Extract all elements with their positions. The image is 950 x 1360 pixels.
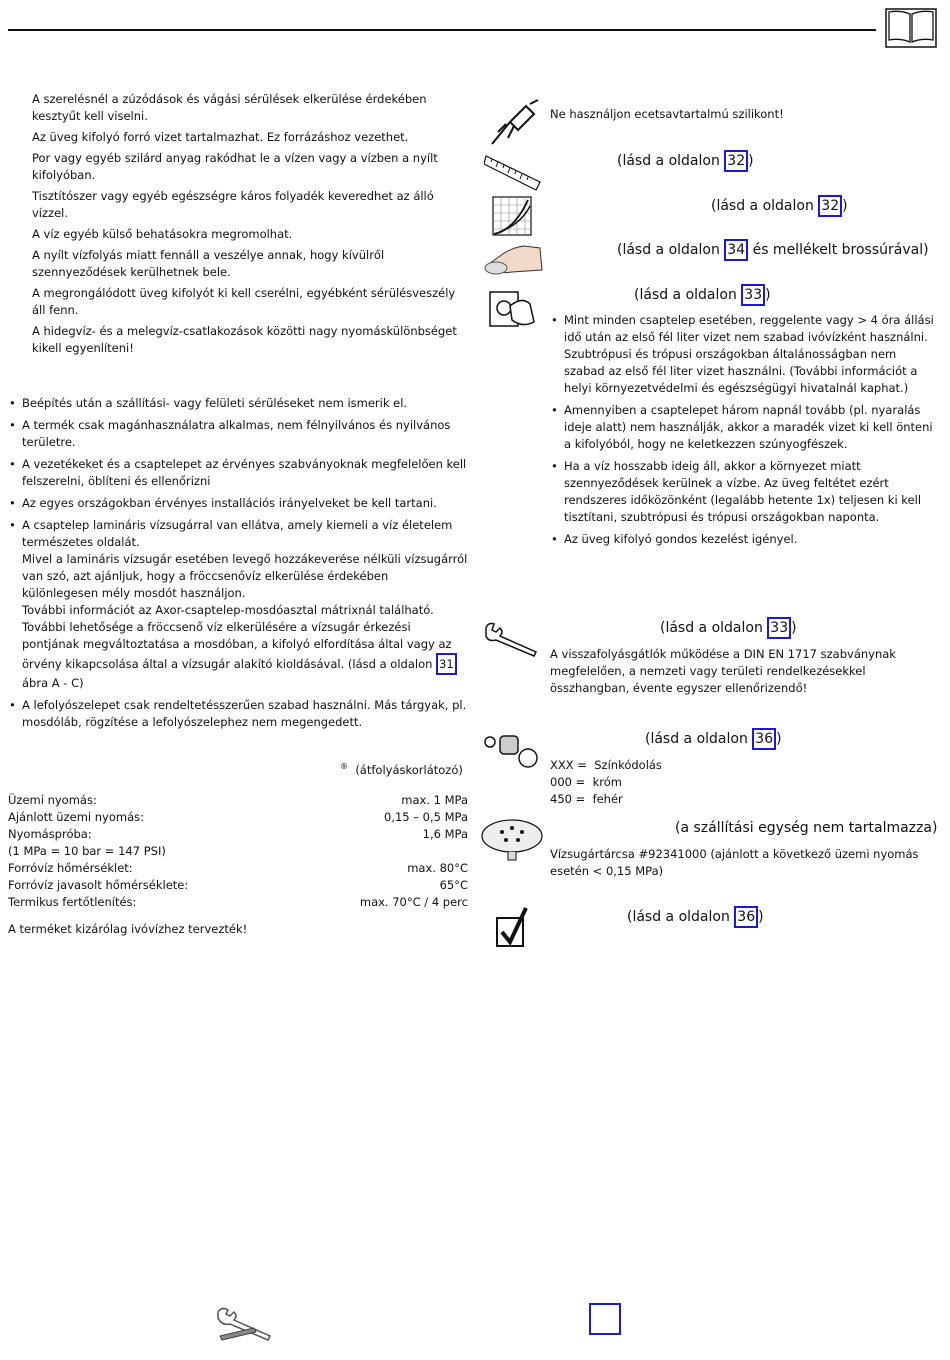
- hygiene-note: • Amennyiben a csaptelepet három napnál tovább (pl. nyaralás ideje alatt) nem használják, akkor a maradék vizet ki kell önteni a kifolyóból, hogy ne keletkezzen szúnyogfészek.: [550, 402, 940, 453]
- safety-note: Az üveg kifolyó forró vizet tartalmazhat. Ez forrázáshoz vezethet.: [32, 130, 409, 144]
- wrench-icon: [482, 620, 540, 658]
- maintenance-ref: (lásd a oldalon 33 ): [660, 617, 797, 639]
- spec-row: Üzemi nyomás: max. 1 MPa: [8, 793, 468, 807]
- laminar-note: • A csaptelep lamináris vízsugárral van ellátva, amely kiemeli a víz életelem természetes oldalát. Mivel a lamináris vízsugár esetében levegő hozzákeverése nélküli vízsugárról van szó, azt ajánljuk, hogy a fröccsenővíz elkerülése érdekében különlegesen mély mosdót használjon. További információt az Axor-csaptelep-mosdóasztal mátrixnál található. További lehetősége a fröccsenő víz elkerülésére a vízsugár érkezési pontjának megváltoztatása a mosdóban, a kifolyó elfordítása által vagy az örvény kikapcsolása által a vízsugár alakító kioldásával. (lásd a oldalon 31 ábra A - C): [8, 517, 468, 692]
- spec-row: Nyomáspróba: 1,6 MPa: [8, 827, 468, 841]
- page-link[interactable]: 36: [752, 728, 776, 750]
- page-link[interactable]: 32: [818, 195, 842, 217]
- safety-note: Tisztítószer vagy egyéb egészségre káros folyadék keveredhet az álló vízzel.: [32, 189, 434, 220]
- spec-table: [8, 792, 468, 911]
- spec-row: (1 MPa = 10 bar = 147 PSI): [8, 844, 166, 858]
- hygiene-notes: [550, 312, 940, 553]
- accessory-note: Vízsugártárcsa #92341000 (ajánlott a következő üzemi nyomás esetén < 0,15 MPa): [550, 847, 919, 878]
- hygiene-note: • Az üveg kifolyó gondos kezelést igényel.: [550, 531, 940, 548]
- spec-row: Ajánlott üzemi nyomás: 0,15 – 0,5 MPa: [8, 810, 468, 824]
- operation-ref: (lásd a oldalon 33 ): [634, 284, 771, 306]
- safety-note: A hidegvíz- és a melegvíz-csatlakozások közötti nagy nyomáskülönbséget kikell egyenlíteni!: [32, 324, 457, 355]
- page-link[interactable]: 34: [724, 239, 748, 261]
- header-rule: [8, 29, 876, 31]
- spec-row: Forróvíz hőmérséklet: max. 80°C: [8, 861, 468, 875]
- safety-note: A megrongálódott üveg kifolyót ki kell cserélni, egyébként sérülésveszély áll fenn.: [32, 286, 456, 317]
- spare-parts-icon: [482, 730, 542, 770]
- install-notes: [8, 395, 468, 736]
- safety-note: Por vagy egyéb szilárd anyag rakódhat le a vízen vagy a vízben a nyílt kifolyóban.: [32, 151, 438, 182]
- cleaning-ref: (lásd a oldalon 34 és mellékelt brossúrával): [617, 239, 929, 261]
- silicone-note: Ne használjon ecetsavtartalmú szilikont!: [550, 107, 784, 121]
- flow-diagram-icon: [492, 196, 532, 236]
- safety-note: A szerelésnél a zúzódások és vágási sérülések elkerülése érdekében kesztyűt kell viselni.: [32, 92, 427, 123]
- page-link[interactable]: 31: [436, 653, 457, 675]
- accessory-ref: (a szállítási egység nem tartalmazza): [675, 820, 938, 836]
- color-code-row: 450 = fehér: [550, 792, 623, 806]
- hygiene-note: • Ha a víz hosszabb ideig áll, akkor a környezet miatt szennyeződések kerülnek a vízbe. Az üveg feltétet ezért rendszeres időközönként (legalább hetente 1x) teljesen ki kell tisztítani, szubtrópusi és trópusi országokban naponta.: [550, 458, 940, 526]
- install-note: • Beépítés után a szállítási- vagy felületi sérüléseket nem ismerik el.: [8, 395, 468, 412]
- maintenance-note: A visszafolyásgátlók működése a DIN EN 1717 szabványnak megfelelően, a nemzeti vagy területi rendelkezésekkel összhangban, évente egyszer ellenőrizendő!: [550, 647, 896, 695]
- color-codes: [550, 757, 662, 808]
- flow-limiter-label: ® (átfolyáskorlátozó): [340, 762, 463, 777]
- page-number-box: [589, 1303, 621, 1335]
- operation-hand-icon: [488, 286, 536, 330]
- safety-note: A víz egyéb külső behatásokra megromolhat.: [32, 227, 293, 241]
- color-code-row: XXX = Színkódolás: [550, 758, 662, 772]
- page-link[interactable]: 33: [767, 617, 791, 639]
- hygiene-note: • Mint minden csaptelep esetében, reggelente vagy > 4 óra állási idő után az első fél liter vizet nem szabad ivóvízként használni. Szubtrópusi és trópusi országokban általánosságban nem szabad az első fél liter vizet használni. (További információt a helyi környezetvédelmi és egészségügyi hivatalnál kaphat.): [550, 312, 940, 397]
- silicone-gun-icon: [486, 98, 542, 150]
- install-note: • A termék csak magánhasználatra alkalmas, nem félnyilvános és nyilvános területre.: [8, 417, 468, 451]
- drain-note: • A lefolyószelepet csak rendeltetésszerűen szabad használni. Más tárgyak, pl. mosdóláb, rögzítése a lefolyószelephez nem megengedett.: [8, 697, 468, 731]
- spec-row: Forróvíz javasolt hőmérséklete: 65°C: [8, 878, 468, 892]
- tools-icon: [214, 1306, 274, 1346]
- spec-row: Termikus fertőtlenítés: max. 70°C / 4 perc: [8, 895, 468, 909]
- page-link[interactable]: 32: [724, 150, 748, 172]
- cleaning-hand-icon: [482, 240, 544, 278]
- spare-parts-ref: (lásd a oldalon 36 ): [645, 728, 782, 750]
- test-checkbox-icon: [494, 906, 528, 948]
- safety-note: A nyílt vízfolyás miatt fennáll a veszélye annak, hogy kívülről szennyeződések kerülhetnek bele.: [32, 248, 385, 279]
- safety-notes: [32, 91, 468, 361]
- ruler-icon: [484, 152, 542, 192]
- install-note: • Az egyes országokban érvényes installációs irányelveket be kell tartani.: [8, 495, 468, 512]
- drinking-water-note: A terméket kizárólag ivóvízhez tervezték!: [8, 922, 248, 936]
- color-code-row: 000 = króm: [550, 775, 622, 789]
- dimensions-ref: (lásd a oldalon 32 ): [617, 150, 754, 172]
- book-manual-icon: [885, 8, 937, 48]
- page-link[interactable]: 36: [734, 906, 758, 928]
- page-link[interactable]: 33: [741, 284, 765, 306]
- test-ref: (lásd a oldalon 36 ): [627, 906, 764, 928]
- spray-disc-icon: [480, 818, 544, 862]
- install-note: • A vezetékeket és a csaptelepet az érvényes szabványoknak megfelelően kell felszerelni, öblíteni és ellenőrizni: [8, 456, 468, 490]
- flow-diagram-ref: (lásd a oldalon 32 ): [711, 195, 848, 217]
